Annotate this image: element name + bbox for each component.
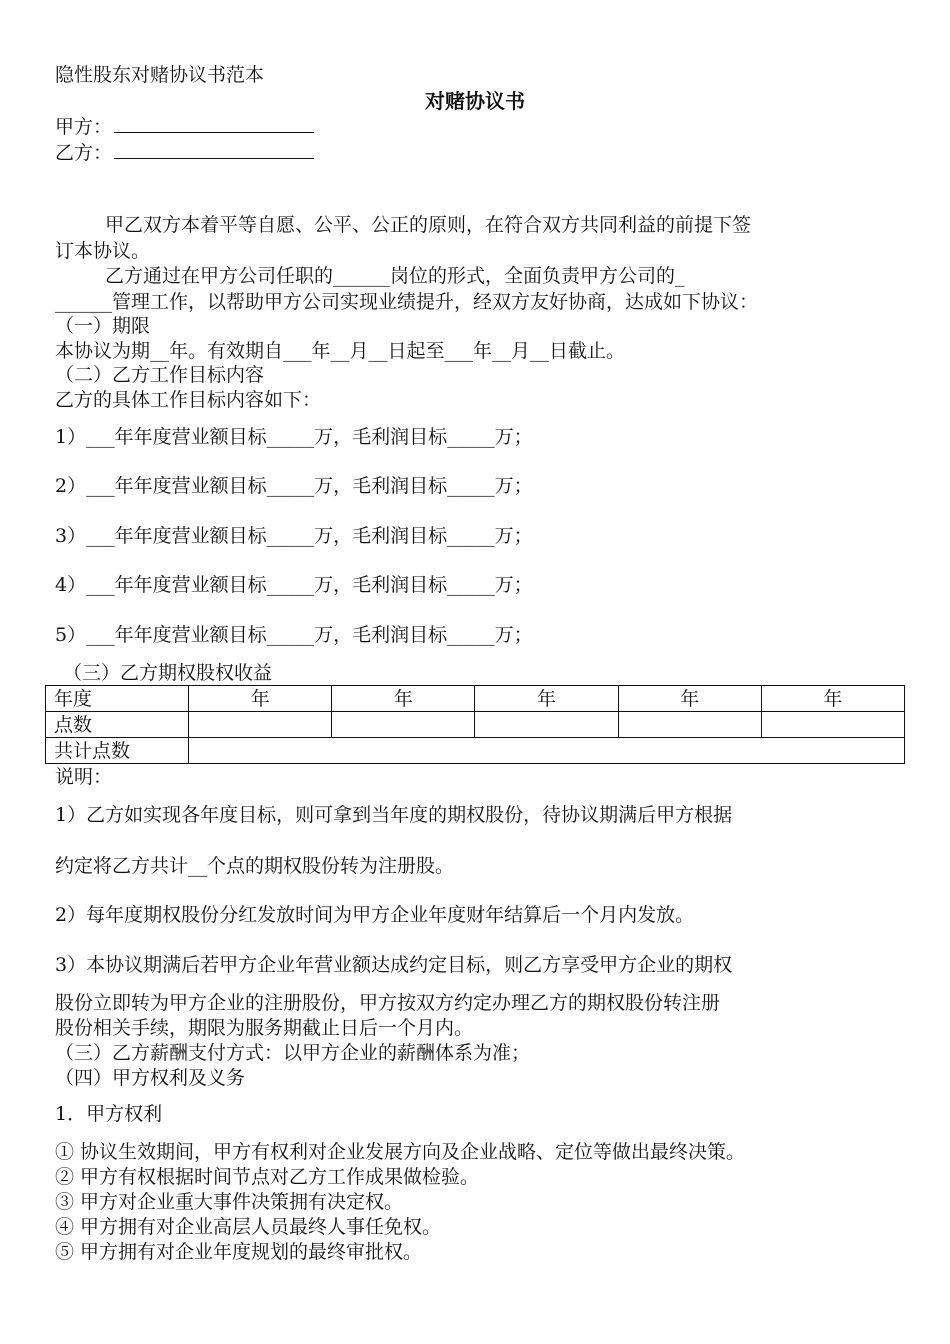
rights-item: ① 协议生效期间，甲方有权利对企业发展方向及企业战略、定位等做出最终决策。 bbox=[55, 1141, 746, 1163]
table-cell-year: 年 bbox=[332, 686, 475, 712]
target-item: 1）___年年度营业额目标_____万，毛利润目标_____万； bbox=[55, 426, 533, 448]
party-a-blank bbox=[114, 114, 314, 133]
note-2: 2）每年度期权股份分红发放时间为甲方企业年度财年结算后一个月内发放。 bbox=[55, 904, 695, 926]
table-cell-label: 年度 bbox=[46, 686, 189, 712]
section-1-body: 本协议为期__年。有效期自___年__月__日起至___年__月__日截止。 bbox=[55, 340, 626, 362]
intro-paragraph-1: 甲乙双方本着平等自愿、公平、公正的原则，在符合双方共同利益的前提下签 bbox=[105, 214, 752, 236]
table-cell-year: 年 bbox=[761, 686, 904, 712]
note-3-line-2: 股份立即转为甲方企业的注册股份，甲方按双方约定办理乙方的期权股份转注册 bbox=[55, 992, 721, 1014]
table-cell-year: 年 bbox=[189, 686, 332, 712]
table-cell-empty bbox=[475, 712, 618, 738]
table-cell-year: 年 bbox=[618, 686, 761, 712]
party-b-blank bbox=[114, 140, 314, 159]
table-cell-year: 年 bbox=[475, 686, 618, 712]
note-1-line-2: 约定将乙方共计__个点的期权股份转为注册股。 bbox=[55, 855, 455, 877]
party-a-label: 甲方： bbox=[55, 116, 113, 138]
rights-item: ④ 甲方拥有对企业高层人员最终人事任免权。 bbox=[55, 1216, 442, 1238]
table-cell-empty bbox=[618, 712, 761, 738]
section-3-heading: （三）乙方期权股权收益 bbox=[63, 662, 273, 684]
table-row-points bbox=[46, 712, 905, 738]
section-3b-compensation: （三）乙方薪酬支付方式：以甲方企业的薪酬体系为准； bbox=[55, 1042, 531, 1064]
target-item: 3）___年年度营业额目标_____万，毛利润目标_____万； bbox=[55, 525, 533, 547]
table-cell-empty bbox=[332, 712, 475, 738]
table-cell-label: 共计点数 bbox=[46, 738, 189, 764]
section-4-heading: （四）甲方权利及义务 bbox=[55, 1067, 246, 1089]
target-item: 2）___年年度营业额目标_____万，毛利润目标_____万； bbox=[55, 475, 533, 497]
document-title: 对赌协议书 bbox=[425, 89, 525, 113]
notes-heading: 说明： bbox=[55, 766, 113, 788]
rights-item: ⑤ 甲方拥有对企业年度规划的最终审批权。 bbox=[55, 1241, 423, 1263]
table-row-years bbox=[46, 686, 905, 712]
rights-item: ③ 甲方对企业重大事件决策拥有决定权。 bbox=[55, 1191, 404, 1213]
table-cell-empty bbox=[761, 712, 904, 738]
party-a-line bbox=[55, 114, 314, 140]
party-b-label: 乙方： bbox=[55, 142, 113, 164]
table-row-total bbox=[46, 738, 905, 764]
equity-table bbox=[45, 685, 905, 764]
rights-heading: 1．甲方权利 bbox=[55, 1103, 163, 1125]
section-1-heading: （一）期限 bbox=[55, 315, 151, 337]
table-cell-empty bbox=[189, 738, 905, 764]
party-b-line bbox=[55, 140, 314, 166]
intro-paragraph-1-cont: 订本协议。 bbox=[55, 240, 151, 262]
table-cell-label: 点数 bbox=[46, 712, 189, 738]
section-2-heading: （二）乙方工作目标内容 bbox=[55, 364, 265, 386]
intro-paragraph-2: 乙方通过在甲方公司任职的______岗位的形式，全面负责甲方公司的_ bbox=[105, 265, 685, 287]
document-header: 隐性股东对赌协议书范本 bbox=[55, 64, 265, 86]
table-cell-empty bbox=[189, 712, 332, 738]
intro-paragraph-2-cont: ______管理工作，以帮助甲方公司实现业绩提升，经双方友好协商，达成如下协议： bbox=[55, 291, 759, 313]
note-3-line-1: 3）本协议期满后若甲方企业年营业额达成约定目标，则乙方享受甲方企业的期权 bbox=[55, 954, 733, 976]
note-1-line-1: 1）乙方如实现各年度目标，则可拿到当年度的期权股份，待协议期满后甲方根据 bbox=[55, 804, 733, 826]
note-3-line-3: 股份相关手续，期限为服务期截止日后一个月内。 bbox=[55, 1017, 474, 1039]
rights-item: ② 甲方有权根据时间节点对乙方工作成果做检验。 bbox=[55, 1166, 480, 1188]
section-2-intro: 乙方的具体工作目标内容如下： bbox=[55, 389, 322, 411]
target-item: 5）___年年度营业额目标_____万，毛利润目标_____万； bbox=[55, 624, 533, 646]
target-item: 4）___年年度营业额目标_____万，毛利润目标_____万； bbox=[55, 574, 533, 596]
